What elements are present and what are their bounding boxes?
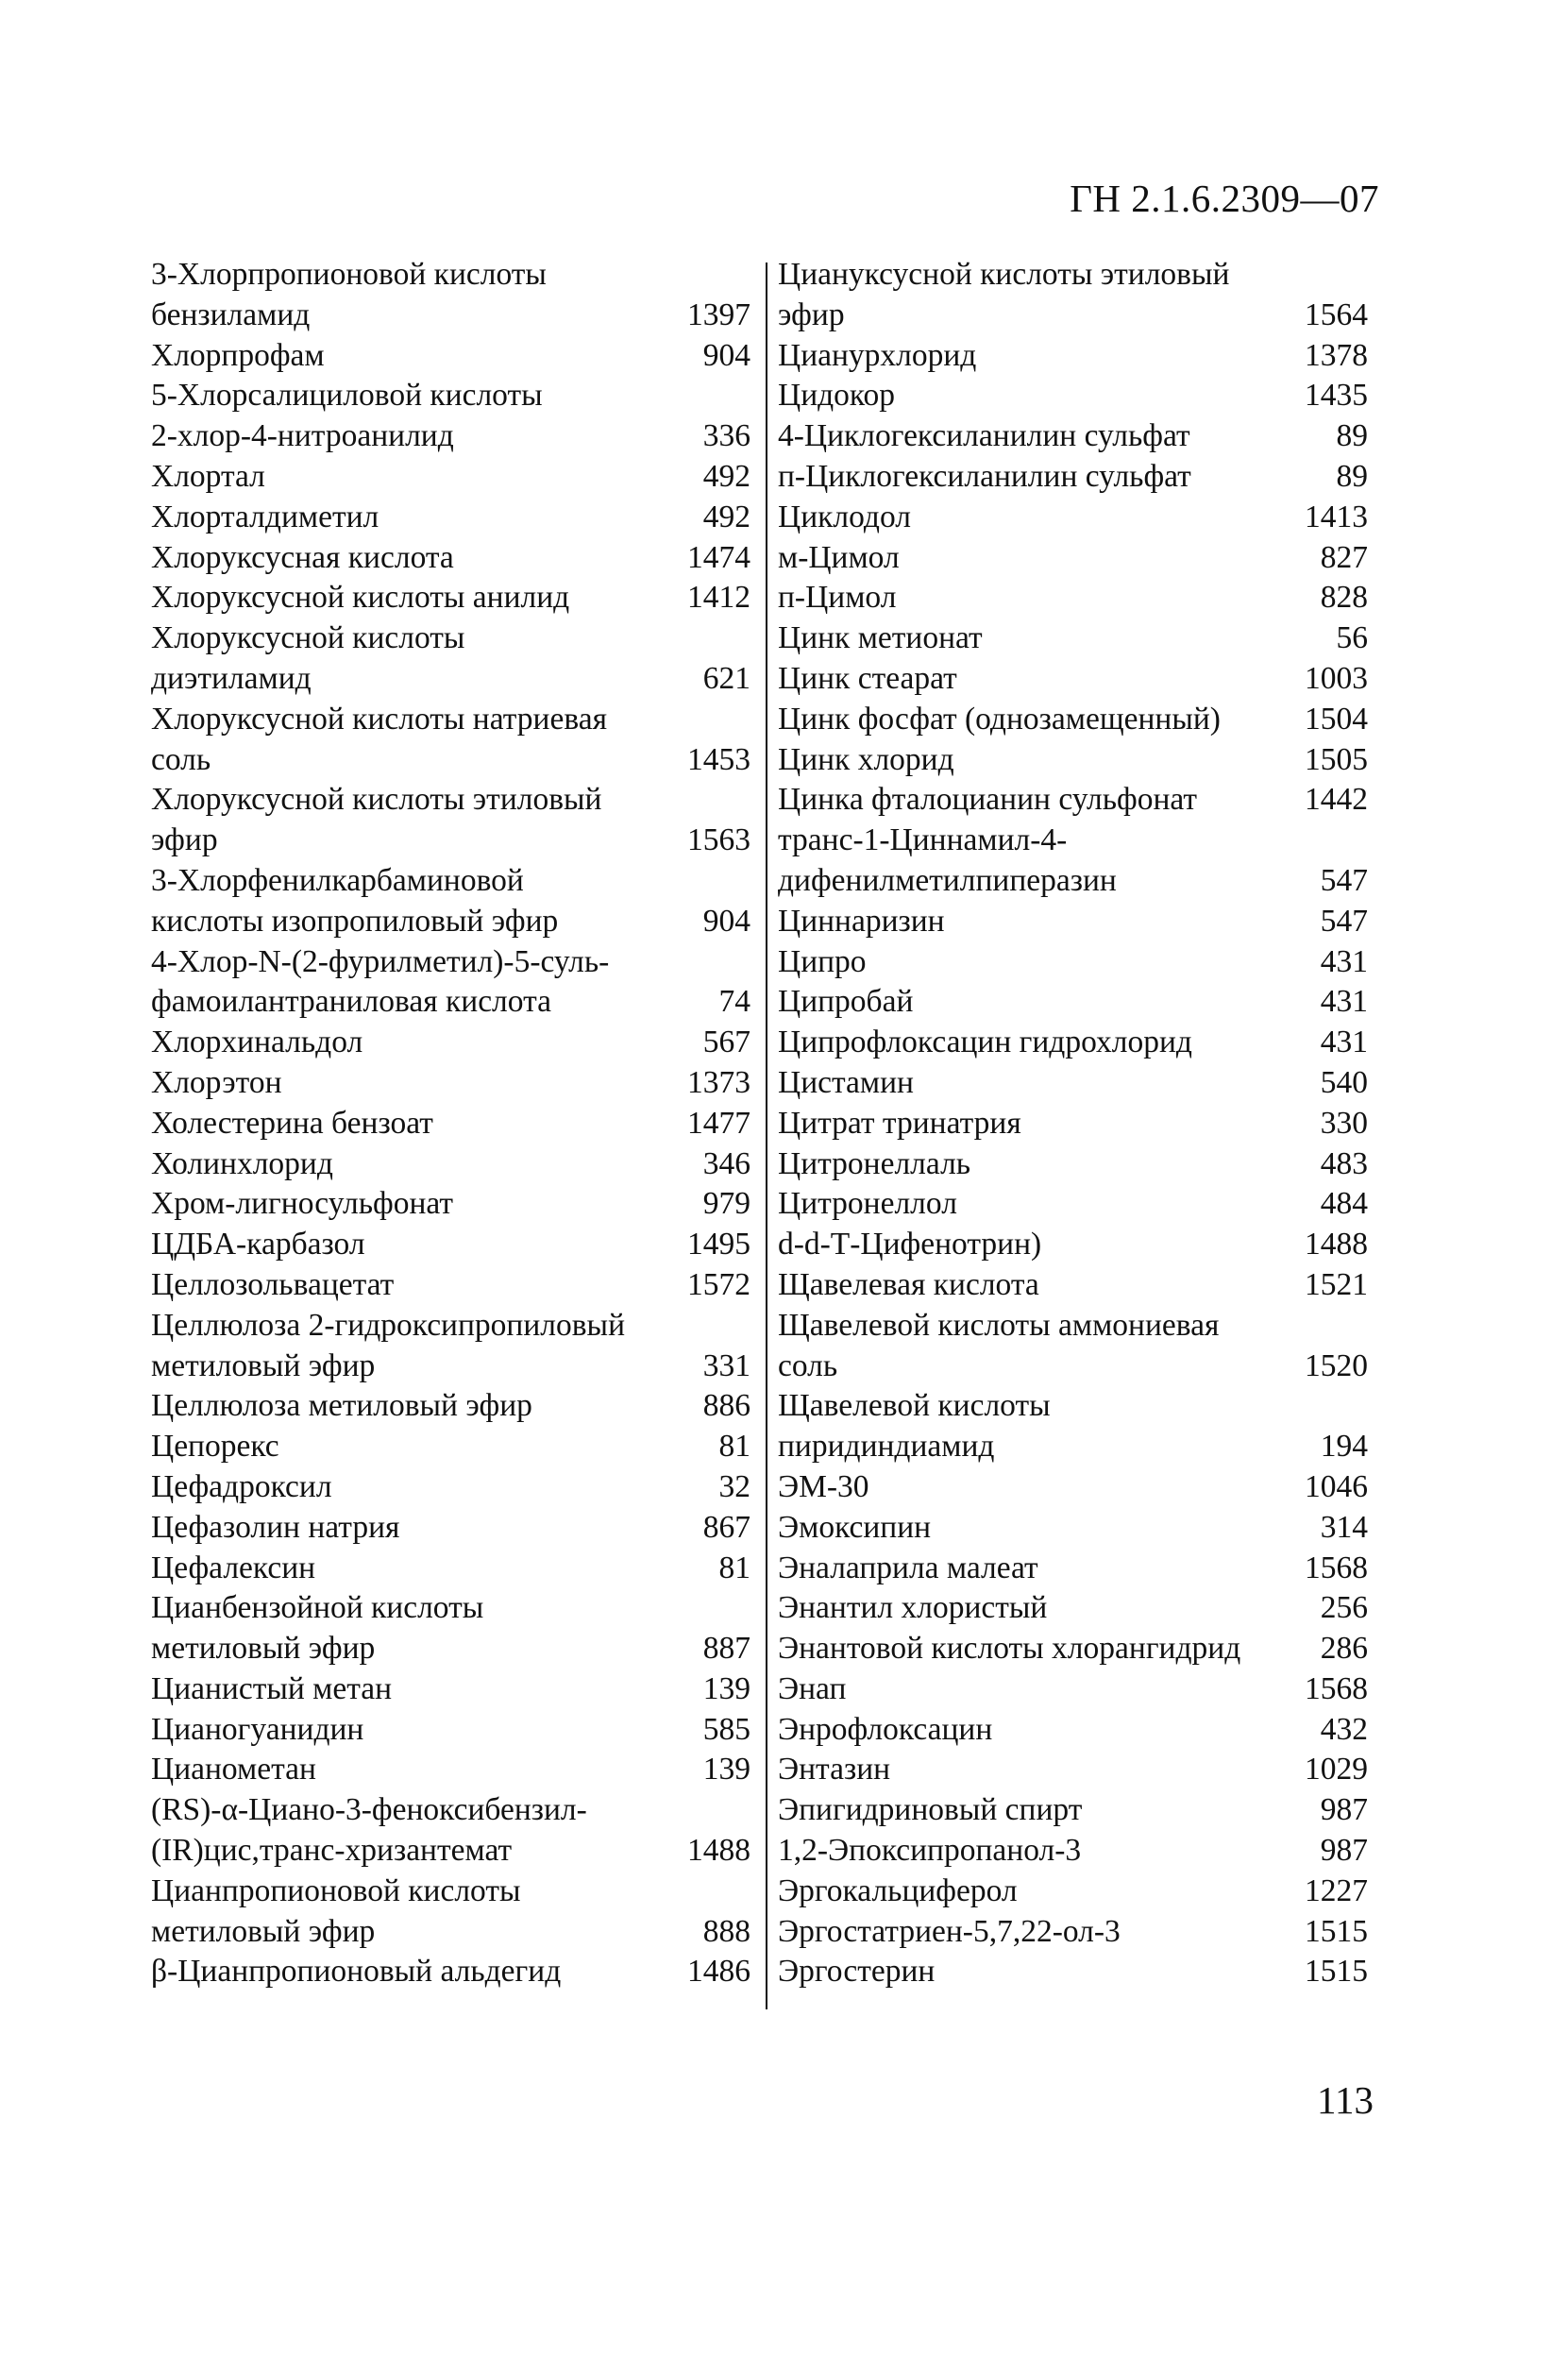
index-entry: [151, 780, 750, 821]
index-page-ref: 887: [702, 1631, 750, 1667]
index-entry: [151, 1629, 750, 1669]
index-column-right: [778, 255, 1368, 1992]
index-page-ref: 74: [718, 984, 750, 1020]
index-page-ref: 1563: [687, 822, 750, 858]
index-term: Эргостерин: [778, 1954, 936, 1990]
page-number: 113: [1317, 2078, 1374, 2122]
index-term: Холинхлорид: [151, 1145, 333, 1181]
index-page-ref: 431: [1320, 984, 1368, 1020]
index-page-ref: 1373: [687, 1064, 750, 1100]
index-entry: [778, 740, 1368, 781]
index-entry: [151, 821, 750, 861]
index-page-ref: 336: [702, 418, 750, 454]
index-entry: [151, 942, 750, 983]
index-page-ref: 32: [718, 1468, 750, 1504]
index-term: Цепорекс: [151, 1429, 279, 1465]
index-entry: [778, 457, 1368, 498]
index-page-ref: 483: [1320, 1145, 1368, 1181]
index-page-ref: 547: [1320, 862, 1368, 898]
index-entry: [151, 1427, 750, 1467]
index-term: Цианистый метан: [151, 1670, 393, 1706]
index-entry: [778, 1104, 1368, 1144]
index-term: Ципро: [778, 943, 867, 979]
index-term: эфир: [778, 296, 845, 332]
index-term: Энап: [778, 1670, 847, 1706]
index-entry: [151, 1750, 750, 1790]
column-divider: [766, 263, 767, 2009]
index-term: Ципробай: [778, 984, 914, 1020]
index-page-ref: 1515: [1305, 1954, 1368, 1990]
index-term: Цитронеллаль: [778, 1145, 971, 1181]
index-page-ref: 1046: [1305, 1468, 1368, 1504]
index-term: кислоты изопропиловый эфир: [151, 903, 559, 939]
index-page-ref: 1488: [687, 1833, 750, 1869]
index-page-ref: 1495: [687, 1227, 750, 1262]
index-page-ref: 330: [1320, 1105, 1368, 1141]
index-page-ref: 1568: [1305, 1670, 1368, 1706]
index-entry: [151, 1549, 750, 1589]
index-term: метиловый эфир: [151, 1913, 376, 1949]
index-term: ЭМ-30: [778, 1468, 869, 1504]
index-page-ref: 1003: [1305, 660, 1368, 696]
index-page-ref: 81: [718, 1429, 750, 1465]
index-page-ref: 1568: [1305, 1550, 1368, 1585]
index-term: Цефадроксил: [151, 1468, 332, 1504]
index-entry: [151, 861, 750, 902]
index-page-ref: 1486: [687, 1954, 750, 1990]
index-term: соль: [151, 741, 211, 777]
index-entry: [778, 861, 1368, 902]
index-page-ref: 886: [702, 1388, 750, 1424]
index-term: Цинк стеарат: [778, 660, 957, 696]
index-page-ref: 81: [718, 1550, 750, 1585]
index-term: транс-1-Циннамил-4-: [778, 822, 1068, 858]
index-entry: [778, 1023, 1368, 1063]
index-term: соль: [778, 1347, 838, 1383]
index-page-ref: 540: [1320, 1064, 1368, 1100]
index-term: п-Цимол: [778, 580, 897, 616]
index-page-ref: 621: [702, 660, 750, 696]
index-page-ref: 867: [702, 1509, 750, 1545]
index-entry: [151, 578, 750, 618]
index-page-ref: 1453: [687, 741, 750, 777]
index-entry: [151, 1144, 750, 1185]
index-entry: [778, 376, 1368, 416]
index-term: Хлорэтон: [151, 1064, 282, 1100]
index-page-ref: 492: [702, 499, 750, 534]
index-page-ref: 314: [1320, 1509, 1368, 1545]
index-term: Хлорхинальдол: [151, 1025, 363, 1060]
index-term: Хлоруксусная кислота: [151, 539, 454, 575]
index-term: дифенилметилпиперазин: [778, 862, 1117, 898]
index-entry: [151, 1952, 750, 1992]
index-term: Эргостатриен-5,7,22-ол-3: [778, 1913, 1121, 1949]
index-term: Хлоруксусной кислоты натриевая: [151, 701, 607, 737]
index-term: Цефалексин: [151, 1550, 316, 1585]
index-entry: [778, 1588, 1368, 1629]
index-entry: [151, 982, 750, 1023]
index-term: 5-Хлорсалициловой кислоты: [151, 378, 543, 414]
index-entry: [151, 376, 750, 416]
index-page-ref: 1564: [1305, 296, 1368, 332]
index-term: 1,2-Эпоксипропанол-3: [778, 1833, 1082, 1869]
index-term: Цитронеллол: [778, 1186, 957, 1222]
index-term: Цинка фталоцианин сульфонат: [778, 782, 1198, 818]
index-entry: [151, 1467, 750, 1508]
index-entry: [778, 1265, 1368, 1306]
index-page-ref: 286: [1320, 1631, 1368, 1667]
document-code: ГН 2.1.6.2309—07: [1070, 177, 1379, 220]
index-entry: [151, 1184, 750, 1225]
index-page-ref: 1378: [1305, 337, 1368, 373]
index-entry: [778, 1669, 1368, 1710]
index-entry: [778, 902, 1368, 942]
index-term: Щавелевой кислоты: [778, 1388, 1051, 1424]
index-page-ref: 56: [1336, 620, 1368, 656]
index-entry: [151, 1023, 750, 1063]
index-entry: [778, 942, 1368, 983]
index-term: Хлоруксусной кислоты этиловый: [151, 782, 602, 818]
index-term: 4-Циклогексиланилин сульфат: [778, 418, 1190, 454]
index-term: Цистамин: [778, 1064, 914, 1100]
index-term: Цитрат тринатрия: [778, 1105, 1021, 1141]
index-page-ref: 979: [702, 1186, 750, 1222]
index-term: Ципрофлоксацин гидрохлорид: [778, 1025, 1192, 1060]
index-term: Целлозольвацетат: [151, 1266, 395, 1302]
index-entry: [778, 538, 1368, 579]
index-entry: [778, 255, 1368, 296]
index-entry: [151, 1265, 750, 1306]
index-term: Хлорпрофам: [151, 337, 325, 373]
index-page-ref: 1572: [687, 1266, 750, 1302]
index-page-ref: 1488: [1305, 1227, 1368, 1262]
index-term: п-Циклогексиланилин сульфат: [778, 458, 1191, 494]
index-entry: [151, 1347, 750, 1387]
index-term: Хлоруксусной кислоты анилид: [151, 580, 570, 616]
index-page-ref: 431: [1320, 943, 1368, 979]
index-entry: [151, 1063, 750, 1104]
index-term: (IR)цис,транс-хризантемат: [151, 1833, 513, 1869]
index-page-ref: 904: [702, 903, 750, 939]
index-term: Цианурхлорид: [778, 337, 977, 373]
index-entry: [151, 618, 750, 659]
index-entry: [151, 255, 750, 296]
index-page-ref: 1442: [1305, 782, 1368, 818]
index-term: Циануксусной кислоты этиловый: [778, 257, 1230, 292]
index-entry: [778, 618, 1368, 659]
index-term: Циклодол: [778, 499, 911, 534]
index-entry: [778, 498, 1368, 538]
index-term: Целлюлоза метиловый эфир: [151, 1388, 532, 1424]
index-entry: [151, 700, 750, 740]
index-term: Целлюлоза 2-гидроксипропиловый: [151, 1307, 625, 1343]
index-entry: [778, 1144, 1368, 1185]
index-entry: [151, 1912, 750, 1953]
index-entry: [778, 1508, 1368, 1549]
index-page-ref: 1397: [687, 296, 750, 332]
index-term: эфир: [151, 822, 218, 858]
index-entry: [778, 1306, 1368, 1347]
index-entry: [778, 1831, 1368, 1872]
index-term: Эргокальциферол: [778, 1872, 1018, 1908]
index-term: Энрофлоксацин: [778, 1711, 993, 1747]
index-page-ref: 432: [1320, 1711, 1368, 1747]
index-entry: [778, 1184, 1368, 1225]
index-entry: [151, 902, 750, 942]
index-term: диэтиламид: [151, 660, 312, 696]
index-page-ref: 431: [1320, 1025, 1368, 1060]
index-entry: [151, 296, 750, 336]
index-page-ref: 139: [702, 1670, 750, 1706]
index-entry: [151, 1831, 750, 1872]
index-entry: [778, 1952, 1368, 1992]
index-term: Цинк фосфат (однозамещенный): [778, 701, 1221, 737]
index-term: Цидокор: [778, 378, 895, 414]
index-page-ref: 904: [702, 337, 750, 373]
index-entry: [151, 416, 750, 457]
index-term: Эмоксипин: [778, 1509, 932, 1545]
index-term: Цинк метионат: [778, 620, 983, 656]
index-term: Цианбензойной кислоты: [151, 1590, 484, 1626]
index-entry: [151, 1588, 750, 1629]
index-entry: [151, 1669, 750, 1710]
index-page-ref: 987: [1320, 1833, 1368, 1869]
index-term: Энантовой кислоты хлорангидрид: [778, 1631, 1241, 1667]
index-entry: [778, 1063, 1368, 1104]
index-term: Энантил хлористый: [778, 1590, 1048, 1626]
index-page-ref: 828: [1320, 580, 1368, 616]
index-term: м-Цимол: [778, 539, 900, 575]
index-term: 3-Хлорфенилкарбаминовой: [151, 862, 524, 898]
index-page-ref: 331: [702, 1347, 750, 1383]
index-entry: [151, 740, 750, 781]
index-entry: [778, 578, 1368, 618]
index-entry: [778, 1225, 1368, 1265]
index-column-left: [151, 255, 750, 1992]
index-page-ref: 1227: [1305, 1872, 1368, 1908]
index-term: (RS)-α-Циано-3-феноксибензил-: [151, 1792, 587, 1828]
index-page-ref: 1412: [687, 580, 750, 616]
index-entry: [778, 659, 1368, 700]
index-entry: [778, 1912, 1368, 1953]
index-entry: [151, 1225, 750, 1265]
index-page-ref: 139: [702, 1752, 750, 1787]
index-page-ref: 567: [702, 1025, 750, 1060]
index-entry: [151, 1710, 750, 1751]
index-page-ref: 194: [1320, 1429, 1368, 1465]
index-page-ref: 1413: [1305, 499, 1368, 534]
index-term: 2-хлор-4-нитроанилид: [151, 418, 454, 454]
index-entry: [778, 700, 1368, 740]
index-term: Цефазолин натрия: [151, 1509, 400, 1545]
index-entry: [778, 336, 1368, 377]
index-page-ref: 1474: [687, 539, 750, 575]
index-entry: [151, 659, 750, 700]
index-term: Хлорталдиметил: [151, 499, 379, 534]
index-entry: [778, 982, 1368, 1023]
index-term: Цианогуанидин: [151, 1711, 364, 1747]
index-page-ref: 484: [1320, 1186, 1368, 1222]
index-page-ref: 1520: [1305, 1347, 1368, 1383]
index-entry: [778, 1386, 1368, 1427]
index-term: фамоилантраниловая кислота: [151, 984, 552, 1020]
index-term: Циннаризин: [778, 903, 945, 939]
index-columns: [151, 255, 1378, 2011]
index-term: Цианометан: [151, 1752, 316, 1787]
index-page-ref: 1521: [1305, 1266, 1368, 1302]
index-entry: [151, 1104, 750, 1144]
index-term: Энтазин: [778, 1752, 891, 1787]
index-term: 4-Хлор-N-(2-фурилметил)-5-суль-: [151, 943, 610, 979]
index-term: 3-Хлорпропионовой кислоты: [151, 257, 547, 292]
index-entry: [151, 1386, 750, 1427]
index-page-ref: 547: [1320, 903, 1368, 939]
index-term: Хлоруксусной кислоты: [151, 620, 465, 656]
index-page-ref: 1504: [1305, 701, 1368, 737]
index-page-ref: 89: [1336, 418, 1368, 454]
index-term: Щавелевой кислоты аммониевая: [778, 1307, 1220, 1343]
index-entry: [778, 1427, 1368, 1467]
index-term: β-Цианпропионовый альдегид: [151, 1954, 562, 1990]
index-term: Эпигидриновый спирт: [778, 1792, 1083, 1828]
index-page-ref: 1029: [1305, 1752, 1368, 1787]
index-page-ref: 987: [1320, 1792, 1368, 1828]
index-entry: [151, 457, 750, 498]
index-term: Цианпропионовой кислоты: [151, 1872, 521, 1908]
index-page-ref: 346: [702, 1145, 750, 1181]
index-page-ref: 827: [1320, 539, 1368, 575]
index-entry: [778, 821, 1368, 861]
index-page-ref: 1505: [1305, 741, 1368, 777]
index-term: Цинк хлорид: [778, 741, 954, 777]
index-term: метиловый эфир: [151, 1631, 376, 1667]
index-entry: [151, 336, 750, 377]
index-term: Холестерина бензоат: [151, 1105, 433, 1141]
index-entry: [778, 1629, 1368, 1669]
index-entry: [151, 538, 750, 579]
index-term: ЦДБА-карбазол: [151, 1227, 365, 1262]
index-term: метиловый эфир: [151, 1347, 376, 1383]
index-entry: [151, 1508, 750, 1549]
index-entry: [778, 1872, 1368, 1912]
index-entry: [778, 1790, 1368, 1831]
index-page-ref: 89: [1336, 458, 1368, 494]
index-term: Хлортал: [151, 458, 265, 494]
index-entry: [151, 1872, 750, 1912]
index-entry: [778, 1549, 1368, 1589]
index-entry: [151, 498, 750, 538]
index-term: d-d-Т-Цифенотрин): [778, 1227, 1042, 1262]
index-entry: [778, 1347, 1368, 1387]
index-entry: [778, 780, 1368, 821]
index-page-ref: 888: [702, 1913, 750, 1949]
index-entry: [778, 1467, 1368, 1508]
index-term: пиридиндиамид: [778, 1429, 995, 1465]
index-page-ref: 1477: [687, 1105, 750, 1141]
index-entry: [778, 296, 1368, 336]
index-page-ref: 585: [702, 1711, 750, 1747]
index-page-ref: 1515: [1305, 1913, 1368, 1949]
index-entry: [778, 1710, 1368, 1751]
index-term: Щавелевая кислота: [778, 1266, 1039, 1302]
index-entry: [778, 1750, 1368, 1790]
index-page-ref: 256: [1320, 1590, 1368, 1626]
index-term: Эналаприла малеат: [778, 1550, 1038, 1585]
index-term: Хром-лигносульфонат: [151, 1186, 454, 1222]
index-entry: [151, 1790, 750, 1831]
index-page-ref: 492: [702, 458, 750, 494]
index-term: бензиламид: [151, 296, 311, 332]
index-page-ref: 1435: [1305, 378, 1368, 414]
index-entry: [778, 416, 1368, 457]
index-entry: [151, 1306, 750, 1347]
